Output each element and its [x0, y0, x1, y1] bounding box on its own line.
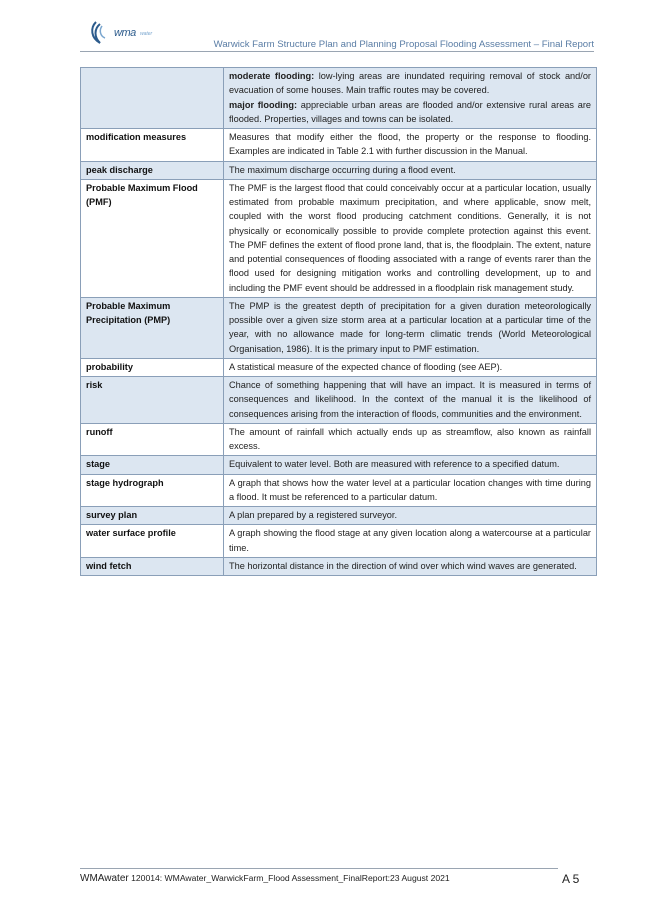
glossary-row: [81, 129, 597, 162]
glossary-definition: A statistical measure of the expected chance of flooding (see AEP).: [224, 358, 597, 376]
glossary-definition: A graph that shows how the water level at a particular location changes with time during a flood. It must be referenced to a particular datum.: [224, 474, 597, 507]
glossary-table: [80, 67, 597, 576]
major-flooding-text: appreciable urban areas are flooded and/or extensive rural areas are flooded. Properties, villages and towns can be isolated.: [229, 99, 591, 124]
glossary-row: [81, 456, 597, 474]
glossary-definition: Measures that modify either the flood, the property or the response to flooding. Examples are indicated in Table 2.1 with further discussion in the Manual.: [224, 129, 597, 162]
glossary-definition: The amount of rainfall which actually ends up as streamflow, also known as rainfall excess.: [224, 423, 597, 456]
page-header: [0, 0, 653, 60]
glossary-definition: The PMF is the largest flood that could conceivably occur at a particular location, usually estimated from probable maximum precipitation, and where applicable, snow melt, coupled with the worst flood producing catchment conditions. Generally, it is not physically or economically possible to provide complete protection against this event. The PMF defines the extent of flood prone land, that is, the floodplain. The extent, nature and potential consequences of flooding associated with a range of events rarer than the flood used for designing mitigation works and controlling development, up to and including the PMF event should be addressed in a floodplain risk management study.: [224, 179, 597, 297]
footer-brand: WMAwater: [80, 873, 129, 884]
footer-document-ref: [80, 873, 450, 884]
glossary-row: [81, 557, 597, 575]
glossary-definition: A graph showing the flood stage at any given location along a watercourse at a particular time.: [224, 525, 597, 558]
logo-text: wma: [114, 27, 136, 39]
glossary-term: survey plan: [81, 507, 224, 525]
moderate-flooding-label: moderate flooding:: [229, 71, 315, 81]
glossary-definition: The horizontal distance in the direction of wind over which wind waves are generated.: [224, 557, 597, 575]
glossary-row: [81, 161, 597, 179]
glossary-definition: The maximum discharge occurring during a flood event.: [224, 161, 597, 179]
glossary-definition: The PMP is the greatest depth of precipitation for a given duration meteorologically possible over a given size storm area at a particular location at a particular time of the year, with no allowance made for long-term climatic trends (World Meteorological Organisation, 1986). It is the primary input to PMF estimation.: [224, 297, 597, 358]
glossary-term: wind fetch: [81, 557, 224, 575]
glossary-term: Probable Maximum Flood (PMF): [81, 179, 224, 297]
glossary-definition: Equivalent to water level. Both are measured with reference to a specified datum.: [224, 456, 597, 474]
company-logo: [88, 18, 168, 48]
glossary-term: peak discharge: [81, 161, 224, 179]
glossary-row: [81, 525, 597, 558]
glossary-row: [81, 377, 597, 424]
footer-divider: [80, 868, 558, 869]
glossary-definition: A plan prepared by a registered surveyor.: [224, 507, 597, 525]
glossary-term: runoff: [81, 423, 224, 456]
report-title: Warwick Farm Structure Plan and Planning Proposal Flooding Assessment – Final Report: [213, 39, 594, 50]
page-number: A 5: [562, 872, 580, 886]
glossary-row: [81, 297, 597, 358]
glossary-definition: Chance of something happening that will have an impact. It is measured in terms of consequences and likelihood. In the context of the manual it is the likelihood of consequences arising from the interaction of floods, communities and the environment.: [224, 377, 597, 424]
glossary-row-continuation: [81, 68, 597, 129]
glossary-row: [81, 474, 597, 507]
glossary-term: water surface profile: [81, 525, 224, 558]
glossary-row: [81, 423, 597, 456]
glossary-term: Probable Maximum Precipitation (PMP): [81, 297, 224, 358]
glossary-row: [81, 179, 597, 297]
glossary-term: risk: [81, 377, 224, 424]
glossary-term: modification measures: [81, 129, 224, 162]
glossary-term: stage: [81, 456, 224, 474]
logo-subtext: water: [140, 31, 153, 37]
glossary-row: [81, 358, 597, 376]
glossary-term: probability: [81, 358, 224, 376]
glossary-term: [81, 68, 224, 129]
glossary-term: stage hydrograph: [81, 474, 224, 507]
major-flooding-label: major flooding:: [229, 99, 298, 110]
glossary-definition: [224, 68, 597, 129]
moderate-flooding-text: low-lying areas are inundated requiring removal of stock and/or evacuation of some houses. Main traffic routes may be covered.: [229, 71, 591, 96]
header-divider: [80, 51, 594, 52]
glossary-row: [81, 507, 597, 525]
footer-doc-ref: 120014: WMAwater_WarwickFarm_Flood Assessment_FinalReport:23 August 2021: [128, 873, 450, 883]
